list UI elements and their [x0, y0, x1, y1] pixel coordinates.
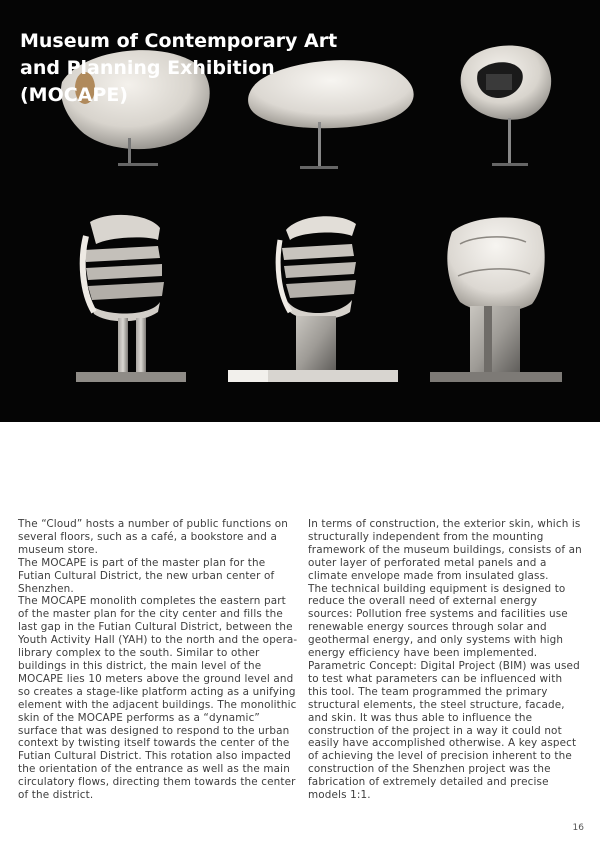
hero-photo	[0, 0, 600, 422]
paragraph: The MOCAPE is part of the master plan for the Futian Cultural District, the new urban center of Shenzhen.	[18, 556, 275, 595]
page-number: 16	[572, 823, 584, 833]
page-title: Museum of Contemporary Art and Planning Exhibition (MOCAPE)	[20, 30, 338, 106]
paragraph: Parametric Concept: Digital Project (BIM) was used to test what parameters can be influenced with this tool. The team programmed the primary structural elements, the steel structure, facade, and skin. It was thus able to influence the construction of the project in a way it could not easily have accomplished otherwise. A key aspect of achieving the level of precision inherent to the construction of the Shenzhen project was the fabrication of extremely detailed and precise models 1:1.	[308, 659, 580, 802]
section-model-2	[228, 216, 398, 382]
paragraph: The MOCAPE monolith completes the eastern part of the master plan for the city center and fills the last gap in the Futian Cultural District, between the Youth Activity Hall (YAH) to the north and the opera-library complex to the south. Similar to other buildings in this district, the main level of the MOCAPE lies 10 meters above the ground level and so creates a stage-like platform acting as a unifying element with the adjacent buildings. The monolithic skin of the MOCAPE performs as a “dynamic” surface that was designed to respond to the urban context by twisting itself towards the center of the Futian Cultural District. This rotation also impacted the orientation of the entrance as well as the main circulatory flows, directing them towards the center of the district.	[18, 595, 298, 802]
paragraph: The technical building equipment is designed to reduce the overall need of external energy sources: Pollution free systems and facilities use renewable energy sources through solar and geothermal energy, and only systems with high energy efficiency have been implemented.	[308, 582, 568, 660]
paragraph: The “Cloud” hosts a number of public functions on several floors, such as a café, a bookstore and a museum store.	[18, 518, 289, 556]
body-text-right-column	[308, 518, 584, 802]
paragraph: In terms of construction, the exterior skin, which is structurally independent from the mounting framework of the museum buildings, consists of an outer layer of perforated metal panels and a climate envelope made from insulated glass.	[308, 518, 582, 582]
section-model-1	[76, 215, 186, 382]
section-model-3	[430, 217, 562, 382]
cloud-model-3	[461, 46, 552, 167]
body-text-left-column	[18, 518, 298, 802]
